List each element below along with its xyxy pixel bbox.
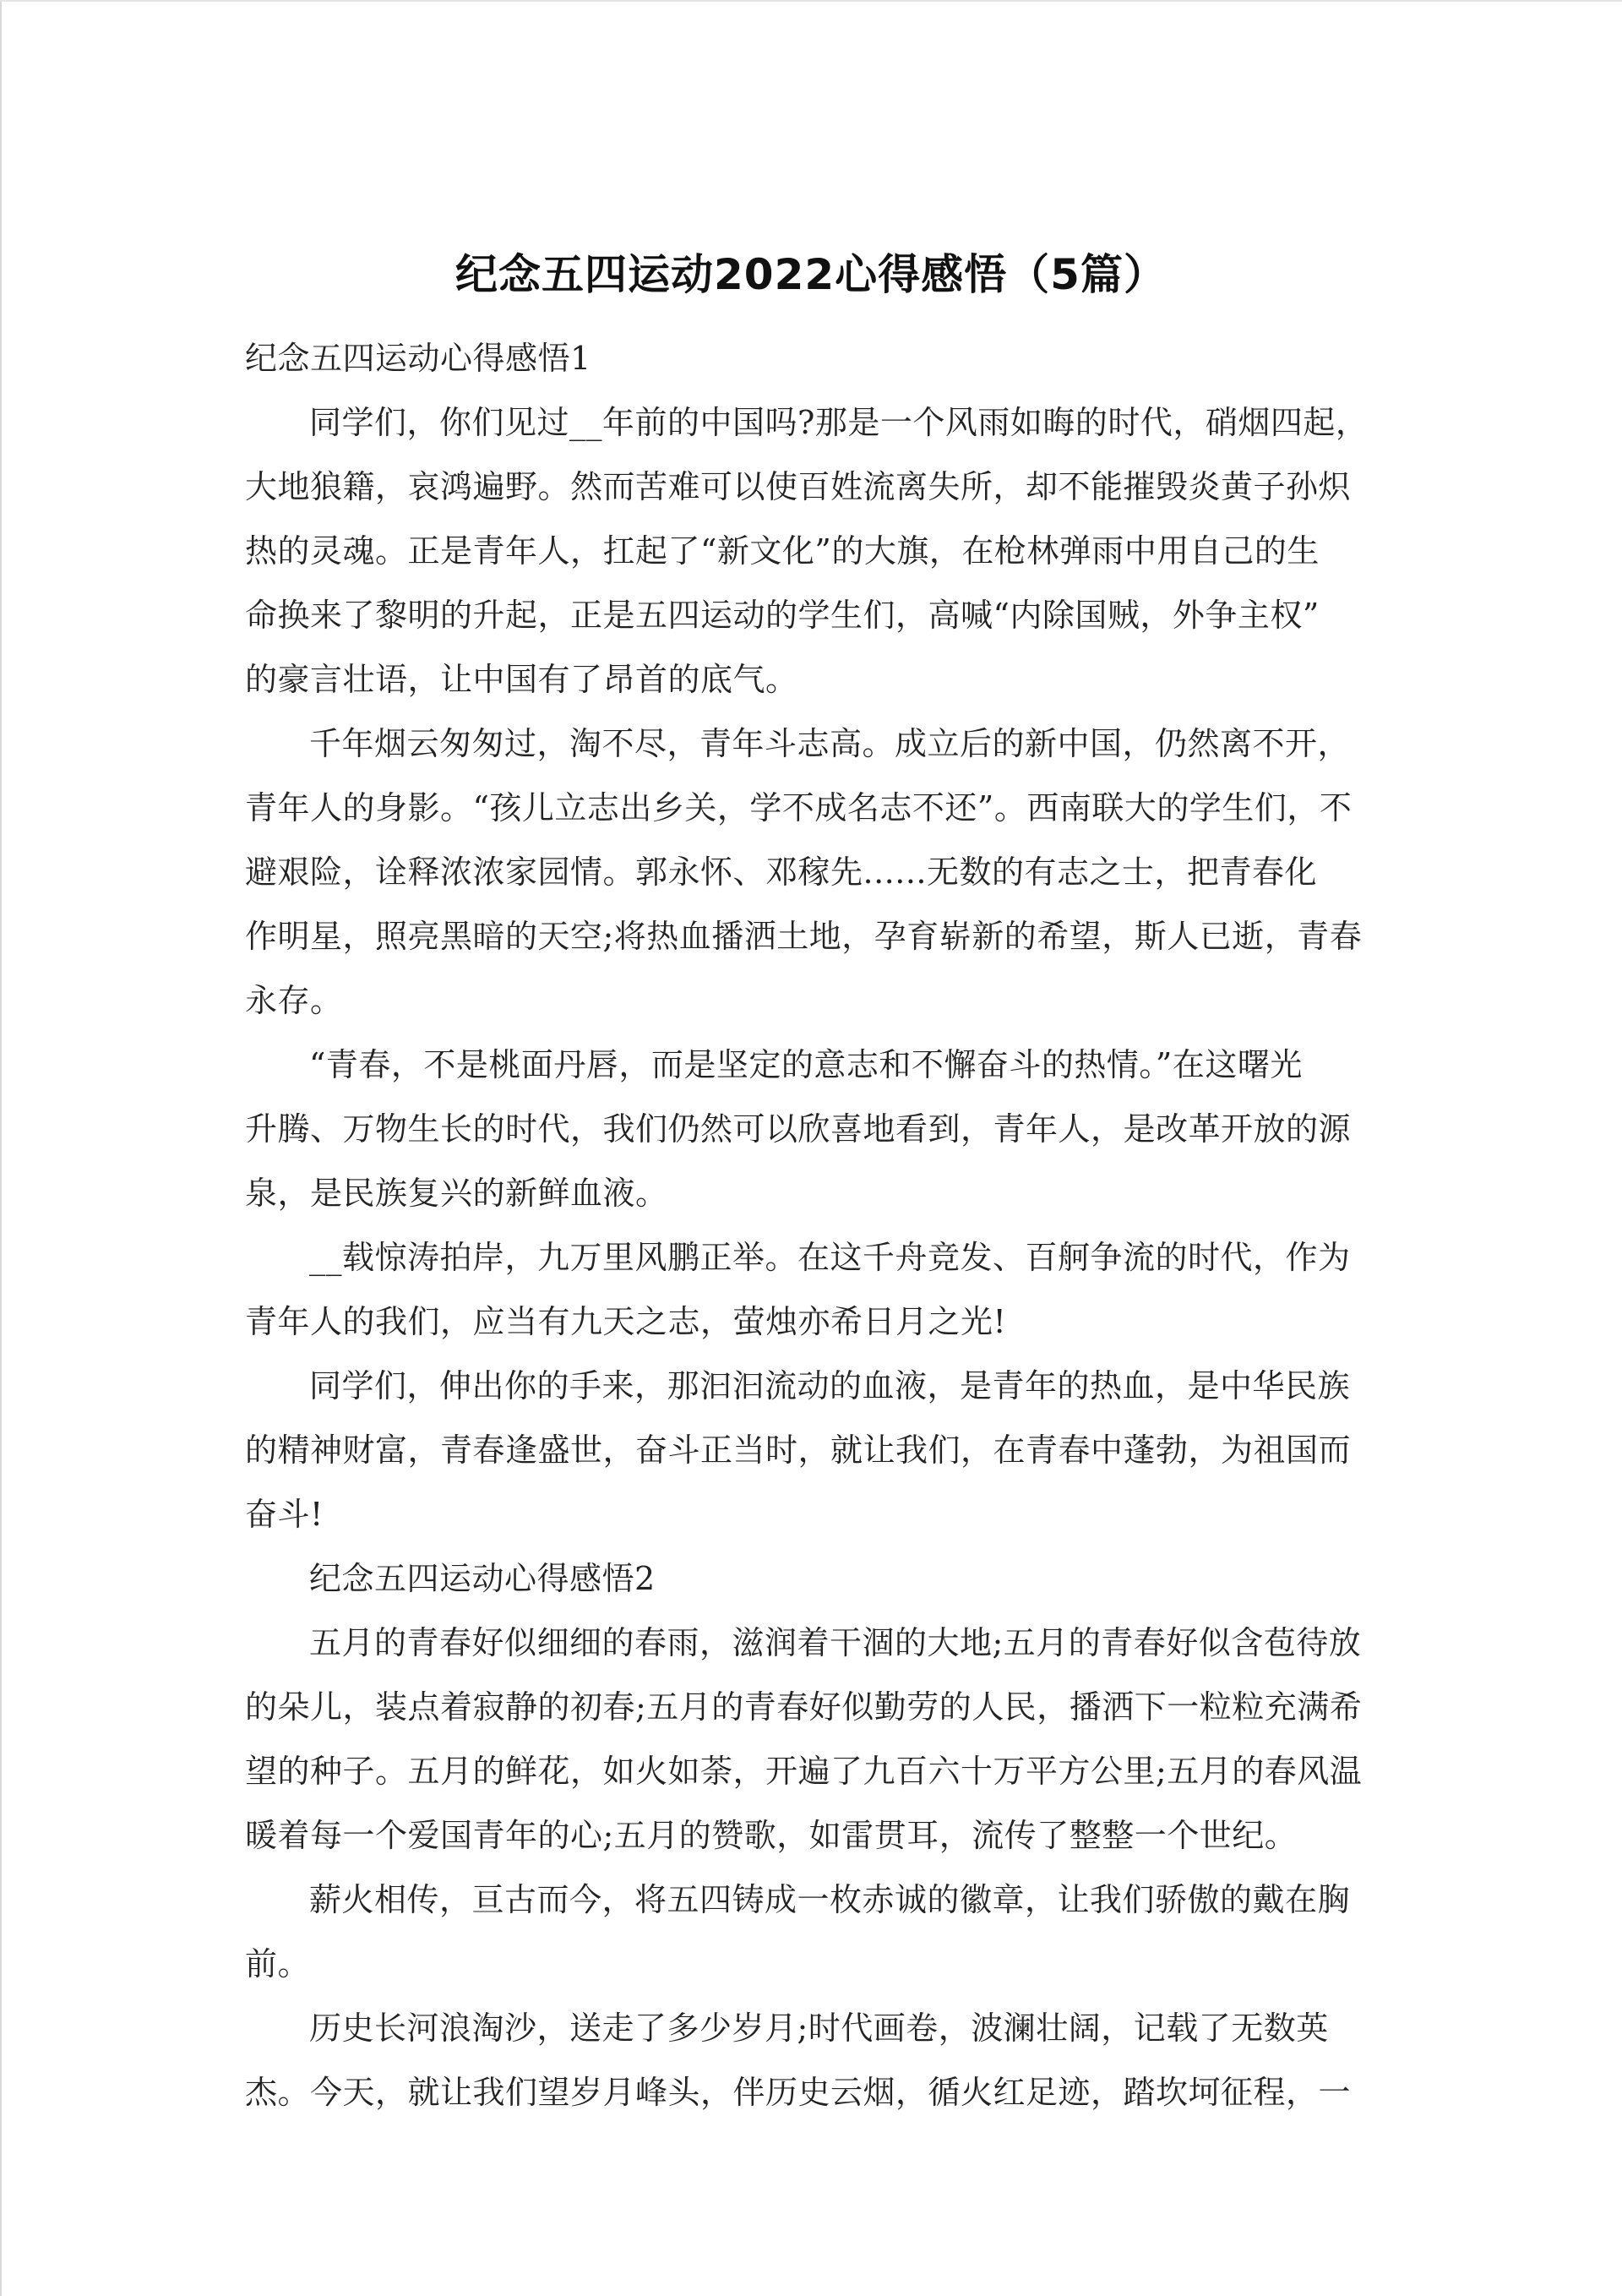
paragraph-line: 的朵儿，装点着寂静的初春;五月的青春好似勤劳的人民，播洒下一粒粒充满希 xyxy=(245,1688,1363,1726)
page-border-left xyxy=(0,0,2,2296)
paragraph-line: 同学们，你们见过__年前的中国吗?那是一个风雨如晦的时代，硝烟四起， xyxy=(309,404,1369,441)
paragraph-line: “青春，不是桃面丹唇，而是坚定的意志和不懈奋斗的热情。”在这曙光 xyxy=(309,1046,1303,1083)
paragraph-line: 五月的青春好似细细的春雨，滋润着干涸的大地;五月的青春好似含苞待放 xyxy=(309,1624,1362,1661)
paragraph-line: 青年人的我们，应当有九天之志，萤烛亦希日月之光! xyxy=(245,1303,1007,1340)
paragraph-line: 杰。今天，就让我们望岁月峰头，伴历史云烟，循火红足迹，踏坎坷征程，一 xyxy=(245,2074,1352,2111)
paragraph-line: 奋斗! xyxy=(245,1496,324,1533)
paragraph-line: 暖着每一个爱国青年的心;五月的赞歌，如雷贯耳，流传了整整一个世纪。 xyxy=(245,1817,1298,1854)
paragraph-line: 历史长河浪淘沙，送走了多少岁月;时代画卷，波澜壮阔，记载了无数英 xyxy=(309,2010,1329,2047)
paragraph-line: 的精神财富，青春逢盛世，奋斗正当时，就让我们，在青春中蓬勃，为祖国而 xyxy=(245,1432,1352,1469)
paragraph-line: 升腾、万物生长的时代，我们仍然可以欣喜地看到，青年人，是改革开放的源 xyxy=(245,1110,1352,1148)
paragraph-line: 望的种子。五月的鲜花，如火如荼，开遍了九百六十万平方公里;五月的春风温 xyxy=(245,1753,1363,1790)
document-body xyxy=(245,326,1373,2124)
paragraph-line: __载惊涛拍岸，九万里风鹏正举。在这千舟竞发、百舸争流的时代，作为 xyxy=(309,1239,1351,1276)
page-border-top xyxy=(0,0,1622,2)
paragraph-line: 前。 xyxy=(245,1945,311,1982)
paragraph-line: 千年烟云匆匆过，淘不尽，青年斗志高。成立后的新中国，仍然离不开， xyxy=(309,725,1351,762)
paragraph-line: 青年人的身影。“孩儿立志出乡关，学不成名志不还”。西南联大的学生们，不 xyxy=(245,789,1353,826)
paragraph-line: 的豪言壮语，让中国有了昂首的底气。 xyxy=(245,661,798,698)
paragraph-line: 命换来了黎明的升起，正是五四运动的学生们，高喊“内除国贼，外争主权” xyxy=(245,597,1320,634)
paragraph-line: 同学们，伸出你的手来，那汩汩流动的血液，是青年的热血，是中华民族 xyxy=(309,1367,1351,1404)
paragraph-line: 避艰险，诠释浓浓家园情。郭永怀、邓稼先......无数的有志之士，把青春化 xyxy=(245,854,1317,891)
paragraph-line: 泉，是民族复兴的新鲜血液。 xyxy=(245,1175,668,1212)
paragraph-line: 永存。 xyxy=(245,982,343,1019)
paragraph-line: 作明星，照亮黑暗的天空;将热血播洒土地，孕育崭新的希望，斯人已逝，青春 xyxy=(245,918,1363,955)
section-heading: 纪念五四运动心得感悟2 xyxy=(309,1560,656,1597)
paragraph-line: 薪火相传，亘古而今，将五四铸成一枚赤诚的徽章，让我们骄傲的戴在胸 xyxy=(309,1881,1351,1918)
paragraph-line: 大地狼籍，哀鸿遍野。然而苦难可以使百姓流离失所，却不能摧毁炎黄子孙炽 xyxy=(245,468,1352,505)
paragraph-line: 热的灵魂。正是青年人，扛起了“新文化”的大旗，在枪林弹雨中用自己的生 xyxy=(245,532,1320,570)
section-heading: 纪念五四运动心得感悟1 xyxy=(245,340,591,377)
document-title: 纪念五四运动2022心得感悟（5篇） xyxy=(455,250,1167,299)
